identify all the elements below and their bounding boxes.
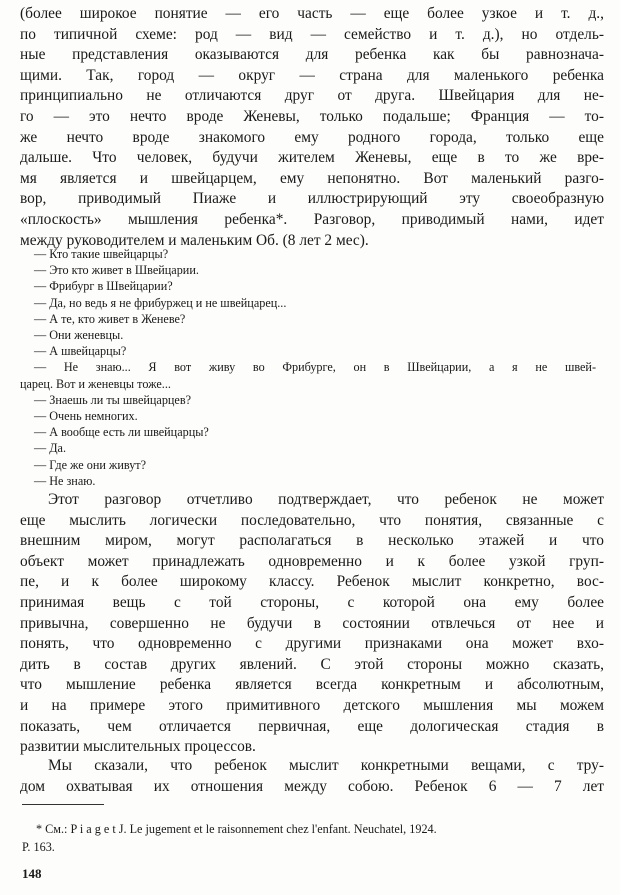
text-line: Мы сказали, что ребенок мыслит конкретными вещами, с тру- xyxy=(48,757,604,774)
text-line: внешним миром, могут располагаться в несколько этажей и что xyxy=(20,532,604,550)
text-line: еще мыслить логически последовательно, что понятия, связанные с xyxy=(20,511,604,529)
dialog-line: царец. Вот и женевцы тоже... xyxy=(20,376,171,391)
text-line: ные представления оказываются для ребенка как бы равнознача- xyxy=(20,46,604,64)
text-line: го — это нечто вроде Женевы, только подальше; Франция — то- xyxy=(20,107,604,125)
dialog-line: — Кто такие швейцарцы? xyxy=(34,247,169,261)
dialog-line: — Знаешь ли ты швейцарцев? xyxy=(34,392,192,407)
text-line: привычна, совершенно не будучи в состоянии отвлечься от нее и xyxy=(20,614,604,632)
dialog-line: — А те, кто живет в Женеве? xyxy=(34,311,186,326)
paragraph-1 xyxy=(20,4,604,251)
dialog-line: — Где же они живут? xyxy=(34,457,147,472)
text-line: принимая вещь с той стороны, с которой она ему более xyxy=(20,593,604,611)
text-line: между руководителем и маленьким Об. (8 лет 2 мес). xyxy=(20,231,369,249)
dialog-block xyxy=(20,246,596,489)
text-line: принципиально не отличаются друг от друга. Швейцария для не- xyxy=(20,87,604,105)
dialog-line: — Не знаю. xyxy=(34,473,96,488)
text-line: (более широкое понятие — его часть — еще более узкое и т. д., xyxy=(20,5,604,22)
dialog-line: — А вообще есть ли швейцарцы? xyxy=(34,425,209,440)
text-line: мя является и швейцарцем, ему непонятно. Вот маленький разго- xyxy=(20,169,604,187)
footnote-line: * См.: P i a g e t J. Le jugement et le raisonnement chez l'enfant. Neuchatel, 1924. xyxy=(36,822,437,836)
dialog-line: — Фрибург в Швейцарии? xyxy=(34,279,173,294)
paragraph-2 xyxy=(20,490,604,758)
text-line: дом охватывая их отношения между собою. Ребенок 6 — 7 лет xyxy=(20,777,604,795)
text-line: же нечто вроде знакомого ему родного города, только еще xyxy=(20,128,604,146)
text-line: понять, что одновременно с другими признаками она может вхо- xyxy=(20,635,604,653)
dialog-line: — Да. xyxy=(34,441,67,456)
text-line: дить в состав других явлений. С этой стороны можно сказать, xyxy=(20,655,604,673)
text-line: что мышление ребенка является всегда конкретным и абсолютным, xyxy=(20,676,604,694)
paragraph-3 xyxy=(20,756,604,797)
text-line: Этот разговор отчетливо подтверждает, что ребенок не может xyxy=(48,491,604,508)
text-line: щими. Так, город — округ — страна для маленького ребенка xyxy=(20,66,604,84)
dialog-line: — Да, но ведь я не фрибуржец и не швейцарец... xyxy=(34,295,287,310)
text-line: и на примере этого примитивного детского мышления мы можем xyxy=(20,696,604,714)
dialog-line: — Они женевцы. xyxy=(34,328,124,343)
dialog-line: — Не знаю... Я вот живу во Фрибурге, он в Швейцарии, а я не швей- xyxy=(34,360,596,375)
dialog-line: — Очень немногих. xyxy=(34,409,138,424)
text-line: пе, и к более широкому классу. Ребенок мыслит конкретно, вос- xyxy=(20,573,604,591)
footnote-separator xyxy=(22,804,104,805)
page-number: 148 xyxy=(22,866,42,881)
text-line: дальше. Что человек, будучи жителем Женевы, еще в то же вре- xyxy=(20,149,604,167)
text-line: показать, чем отличается первичная, еще дологическая стадия в xyxy=(20,717,604,735)
text-line: вор, приводимый Пиаже и иллюстрирующий эту своеобразную xyxy=(20,190,604,208)
text-line: по типичной схеме: род — вид — семейство и т. д.), но отдель- xyxy=(20,25,604,43)
footnote xyxy=(22,820,596,856)
dialog-line: — А швейцарцы? xyxy=(34,344,127,359)
dialog-line: — Это кто живет в Швейцарии. xyxy=(34,263,199,278)
text-line: объект может принадлежать одновременно и к более узкой груп- xyxy=(20,552,604,570)
footnote-line: P. 163. xyxy=(22,840,55,854)
text-line: развитии мыслительных процессов. xyxy=(20,738,256,756)
text-line: «плоскость» мышления ребенка*. Разговор, приводимый нами, идет xyxy=(20,210,604,228)
